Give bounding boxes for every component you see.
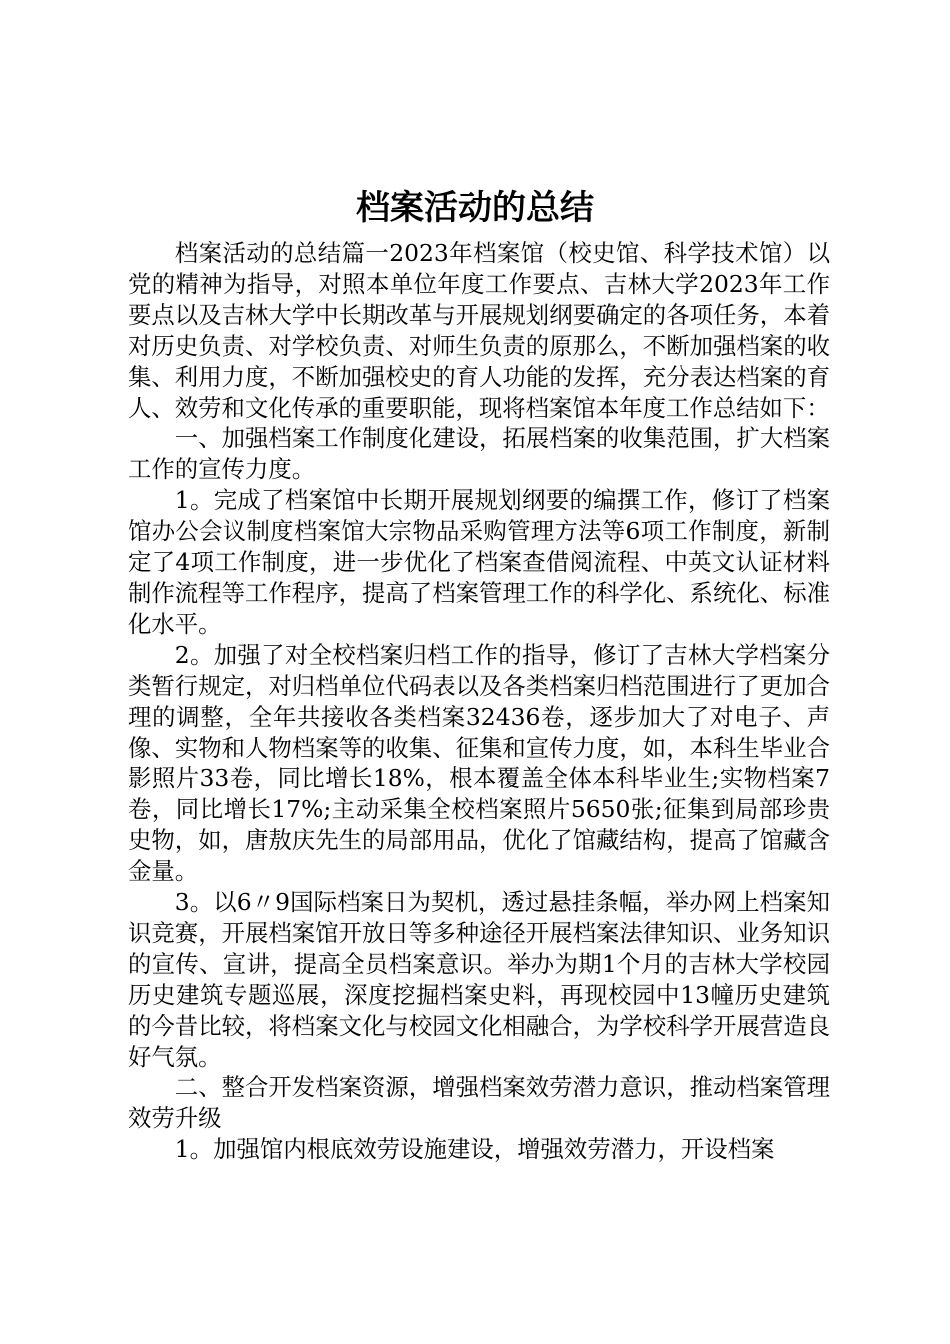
heading-section-2: 二、整合开发档案资源，增强档案效劳潜力意识，推动档案管理效劳升级: [128, 1073, 830, 1133]
paragraph-item-2-1: 1。加强馆内根底效劳设施建设，增强效劳潜力，开设档案: [174, 1135, 775, 1164]
paragraph-item-1-2: 2。加强了对全校档案归档工作的指导，修订了吉林大学档案分类暂行规定，对归档单位代码表以及各类档案归档范围进行了更加合理的调整，全年共接收各类档案32436卷，逐步加大了对电子、声像、实物和人物档案等的收集、征集和宣传力度，如，本科生毕业合影照片33卷，同比增长18%，根本覆盖全体本科毕业生;实物档案7卷，同比增长17%;主动采集全校档案照片5650张;征集到局部珍贵史物，如，唐敖庆先生的局部用品，优化了馆藏结构，提高了馆藏含金量。: [128, 640, 830, 886]
heading-section-1: 一、加强档案工作制度化建设，拓展档案的收集范围，扩大档案工作的宣传力度。: [128, 424, 830, 484]
document-body: [128, 238, 830, 1165]
paragraph-item-1-1: 1。完成了档案馆中长期开展规划纲要的编撰工作，修订了档案馆办公会议制度档案馆大宗物品采购管理方法等6项工作制度，新制定了4项工作制度，进一步优化了档案查借阅流程、中英文认证材料制作流程等工作程序，提高了档案管理工作的科学化、系统化、标准化水平。: [128, 486, 830, 638]
paragraph-intro: 档案活动的总结篇一2023年档案馆（校史馆、科学技术馆）以党的精神为指导，对照本单位年度工作要点、吉林大学2023年工作要点以及吉林大学中长期改革与开展规划纲要确定的各项任务，本着对历史负责、对学校负责、对师生负责的原那么，不断加强档案的收集、利用力度，不断加强校史的育人功能的发挥，充分表达档案的育人、效劳和文化传承的重要职能，现将档案馆本年度工作总结如下：: [128, 239, 830, 422]
document-title: 档案活动的总结: [356, 188, 594, 228]
paragraph-item-1-3: 3。以6〃9国际档案日为契机，透过悬挂条幅，举办网上档案知识竞赛，开展档案馆开放日等多种途径开展档案法律知识、业务知识的宣传、宣讲，提高全员档案意识。举办为期1个月的吉林大学校园历史建筑专题巡展，深度挖掘档案史料，再现校园中13幢历史建筑的今昔比较，将档案文化与校园文化相融合，为学校科学开展营造良好气氛。: [128, 888, 830, 1071]
